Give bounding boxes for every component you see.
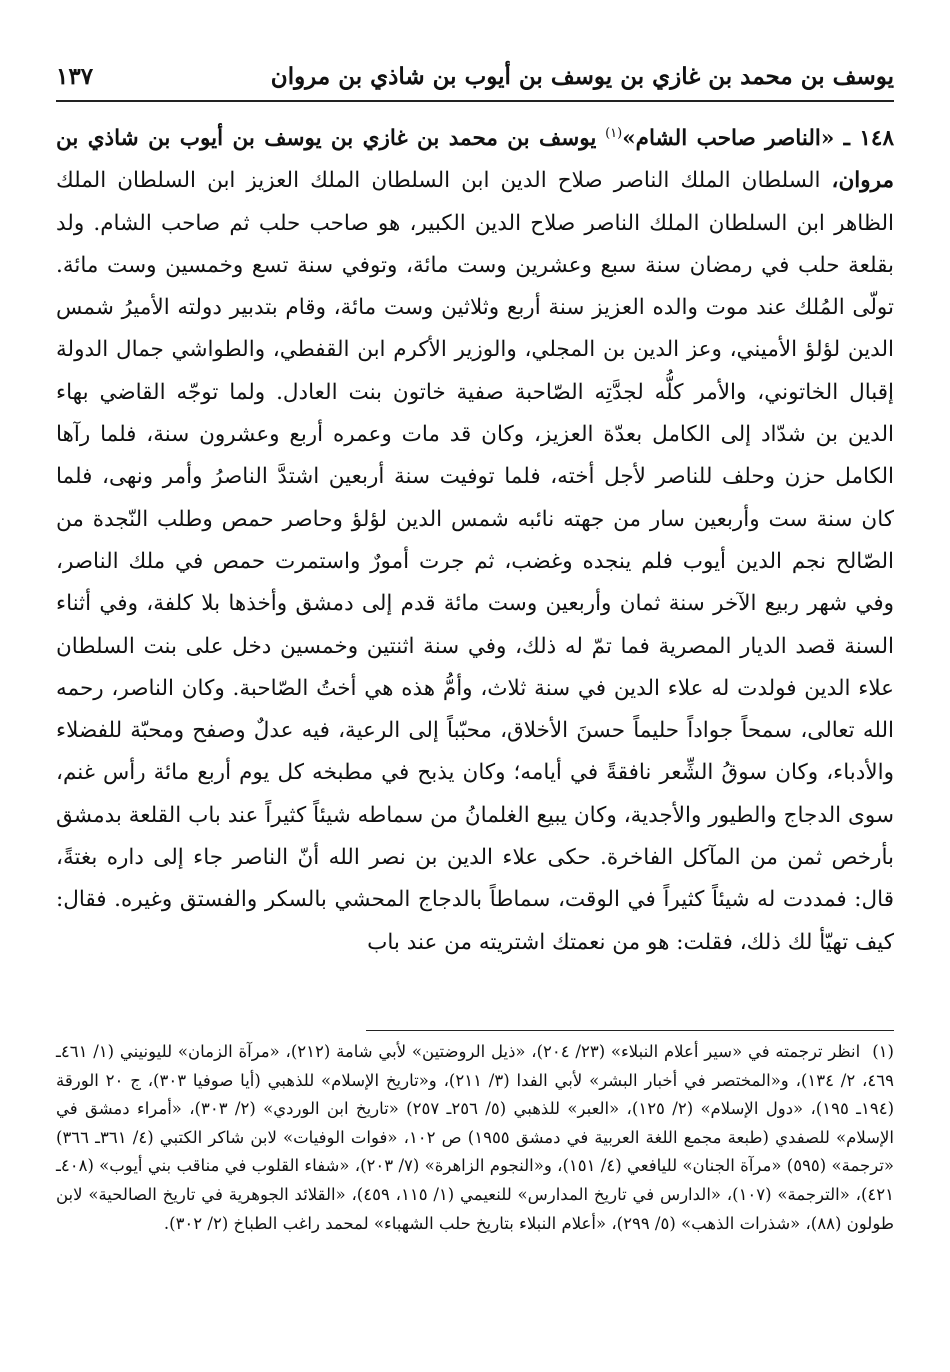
footnote bbox=[56, 1038, 894, 1238]
page-header bbox=[56, 54, 894, 98]
footnote-divider bbox=[366, 1030, 894, 1031]
entry-paragraph bbox=[56, 118, 894, 964]
entry-heading: ١٤٨ ـ «الناصر صاحب الشام» bbox=[622, 126, 894, 151]
footnote-reference: (١) bbox=[605, 125, 623, 141]
running-title: يوسف بن محمد بن غازي بن يوسف بن أيوب بن شاذي بن مروان bbox=[270, 62, 894, 90]
footnote-text: انظر ترجمته في «سير أعلام النبلاء» (٢٣/ ٢٠٤)، «ذيل الروضتين» لأبي شامة (٢١٢)، «مرآة الزمان» لليونيني (١/ ٤٦١ـ ٤٦٩، ٢/ ١٣٤)، و«المختصر في أخبار البشر» لأبي الفدا (٣/ ٢١١)، و«تاريخ الإسلام» للذهبي (أيا صوفيا ٣٠٣)، ج ٢٠ الورقة (١٩٤ـ ١٩٥)، «دول الإسلام» (٢/ ١٢٥)، «العبر» للذهبي (٥/ ٢٥٦ـ ٢٥٧) «تاريخ ابن الوردي» (٢/ ٣٠٣)، «أمراء دمشق في الإسلام» للصفدي (طبعة مجمع اللغة العربية في دمشق ١٩٥٥) ص ١٠٢، «فوات الوفيات» لابن شاكر الكتبي (٤/ ٣٦١ـ ٣٦٦) «ترجمة» (٥٩٥) «مرآة الجنان» لليافعي (٤/ ١٥١)، و«النجوم الزاهرة» (٧/ ٢٠٣)، «شفاء القلوب في مناقب بني أيوب» (٤٠٨ـ ٤٢١)، «الترجمة» (١٠٧)، «الدارس في تاريخ المدارس» للنعيمي (١/ ١١٥، ٤٥٩)، «القلائد الجوهرية في تاريخ الصالحية» لابن طولون (٨٨)، «شذرات الذهب» (٥/ ٢٩٩)، «أعلام النبلاء بتاريخ حلب الشهباء» لمحمد راغب الطباخ (٢/ ٣٠٢). bbox=[56, 1042, 895, 1233]
entry-text: السلطان الملك الناصر صلاح الدين ابن السلطان الملك العزيز ابن السلطان الملك الظاهر ابن السلطان الملك الناصر صلاح الدين الكبير، هو صاحب حلب ثم صاحب الشام. ولد بقلعة حلب في رمضان سنة سبع وعشرين وست مائة، وتوفي سنة تسع وخمسين وست مائة. تولّى المُلك عند موت والده العزيز سنة أربع وثلاثين وست مائة، وقام بتدبير دولته الأميرُ شمس الدين لؤلؤ الأميني، وعز الدين بن المجلي، والوزير الأكرم ابن القفطي، والطواشي جمال الدولة إقبال الخاتوني، والأمر كلُّه لجدَّتِه الصّاحبة صفية خاتون بنت العادل. ولما توجّه القاضي بهاء الدين بن شدّاد إلى الكامل بعدّة العزيز، وكان قد مات وعمره أربع وعشرون سنة، فلما رآها الكامل حزن وحلف للناصر لأجل أخته، فلما توفيت سنة أربعين اشتدَّ الناصرُ وأمر ونهى، فلما كان سنة ست وأربعين سار من جهته نائبه شمس الدين لؤلؤ وحاصر حمص وطلب النّجدة من الصّالح نجم الدين أيوب فلم ينجده وغضب، ثم جرت أمورٌ واستمرت حمص في ملك الناصر، وفي شهر ربيع الآخر سنة ثمان وأربعين وست مائة قدم إلى دمشق وأخذها بلا كلفة، وفي أثناء السنة قصد الديار المصرية فما تمّ له ذلك، وفي سنة اثنتين وخمسين دخل على بنت السلطان علاء الدين فولدت له علاء الدين في سنة ثلاث، وأمُّ هذه هي أختُ الصّاحبة. وكان الناصر، رحمه الله تعالى، سمحاً جواداً حليماً حسنَ الأخلاق، محبّباً إلى الرعية، فيه عدلٌ وصفح ومحبّة للفضلاء والأدباء، وكان سوقُ الشِّعر نافقةً في أيامه؛ وكان يذبح في مطبخه كل يوم أربع مائة رأس غنم، سوى الدجاج والطيور والأجدية، وكان يبيع الغلمانُ من سماطه شيئاً كثيراً عند باب القلعة بدمشق بأرخص ثمن من المآكل الفاخرة. حكى علاء الدين بن نصر الله أنّ الناصر جاء إلى داره بغتةً، قال: فمددت له شيئاً كثيراً في الوقت، سماطاً بالدجاج المحشي بالسكر والفستق وغيره. فقال: كيف تهيّأ لك ذلك، فقلت: هو من نعمتك اشتريته من عند باب bbox=[56, 168, 894, 955]
footnote-number: (١) bbox=[872, 1042, 894, 1061]
header-divider bbox=[56, 100, 894, 102]
footnote-paragraph bbox=[56, 1038, 894, 1238]
page-number: ١٣٧ bbox=[56, 62, 94, 90]
entry-name: يوسف بن محمد بن غازي بن يوسف بن أيوب بن شاذي بن مروان، bbox=[56, 126, 894, 194]
main-text bbox=[56, 118, 894, 964]
